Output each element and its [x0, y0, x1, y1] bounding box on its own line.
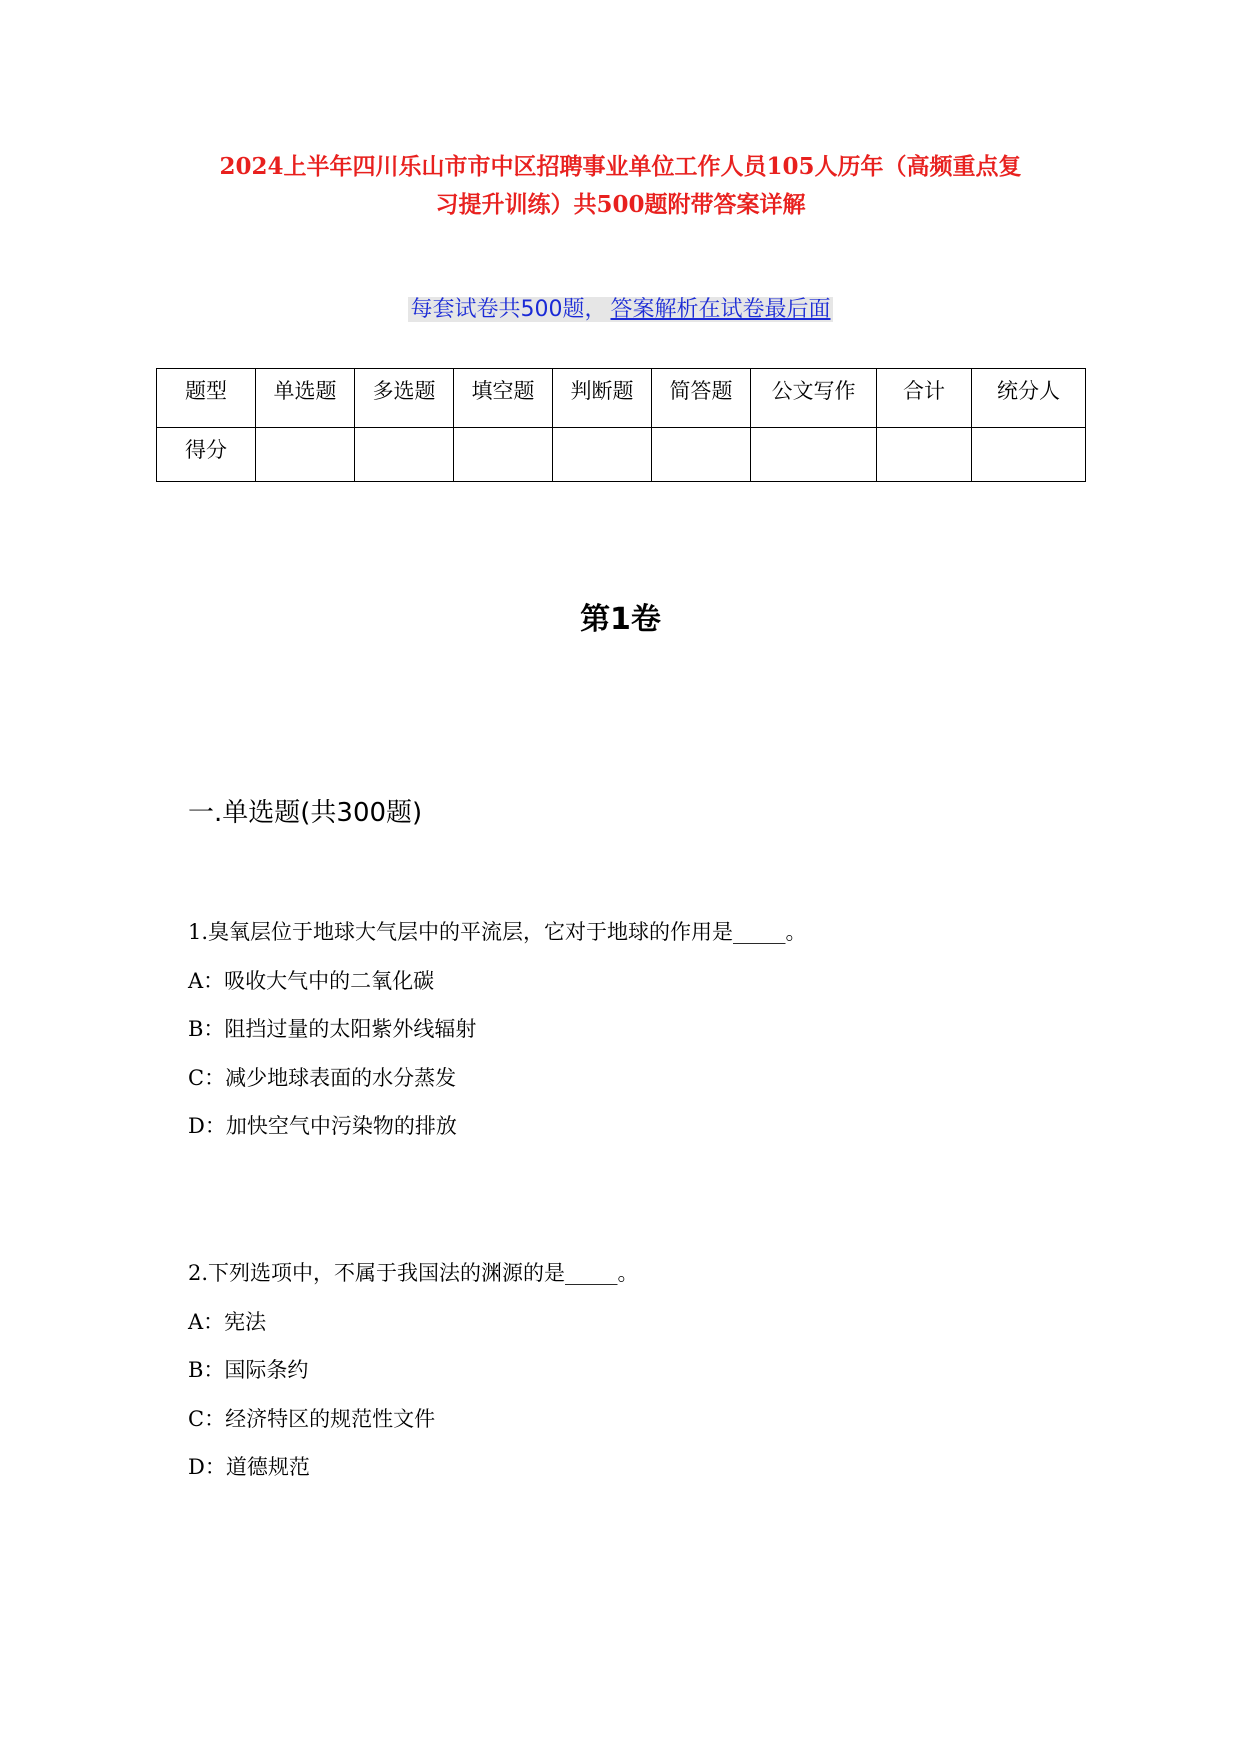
score-cell-scorer [972, 428, 1086, 482]
header-cell-true-false: 判断题 [553, 369, 652, 428]
question-option-b: B：阻挡过量的太阳紫外线辐射 [188, 1017, 477, 1041]
question-option-c: C：减少地球表面的水分蒸发 [188, 1065, 457, 1090]
question-1 [188, 908, 807, 1151]
header-cell-multi-choice: 多选题 [355, 369, 454, 428]
title-line-1: 2024上半年四川乐山市市中区招聘事业单位工作人员105人历年（高频重点复 [219, 153, 1022, 180]
exam-notice [0, 294, 1241, 326]
score-cell-fill-blank [454, 428, 553, 482]
question-option-d: D：加快空气中污染物的排放 [188, 1114, 457, 1138]
header-cell-type: 题型 [157, 369, 256, 428]
question-option-d: D：道德规范 [188, 1455, 310, 1479]
question-stem: 1.臭氧层位于地球大气层中的平流层，它对于地球的作用是_____。 [188, 920, 807, 944]
score-table [156, 368, 1086, 482]
score-cell-official-writing [751, 428, 877, 482]
table-header-row [157, 369, 1086, 428]
score-cell-multi-choice [355, 428, 454, 482]
notice-prefix: 每套试卷共500题， [410, 297, 607, 322]
table-score-row [157, 428, 1086, 482]
question-option-c: C：经济特区的规范性文件 [188, 1406, 436, 1431]
section-heading: 一.单选题(共300题) [188, 798, 423, 828]
question-option-b: B：国际条约 [188, 1358, 309, 1382]
header-cell-total: 合计 [877, 369, 972, 428]
question-option-a: A：宪法 [188, 1309, 267, 1334]
header-cell-official-writing: 公文写作 [751, 369, 877, 428]
notice-answer-link[interactable]: 答案解析在试卷最后面 [610, 297, 831, 322]
title-line-2: 习提升训练）共500题附带答案详解 [435, 191, 806, 218]
score-cell-true-false [553, 428, 652, 482]
volume-title: 第1卷 [580, 602, 661, 637]
document-title [150, 148, 1091, 224]
score-label-cell: 得分 [157, 428, 256, 482]
header-cell-short-answer: 简答题 [652, 369, 751, 428]
question-stem: 2.下列选项中，不属于我国法的渊源的是_____。 [188, 1261, 639, 1285]
score-cell-total [877, 428, 972, 482]
question-option-a: A：吸收大气中的二氧化碳 [188, 968, 435, 993]
score-cell-short-answer [652, 428, 751, 482]
header-cell-single-choice: 单选题 [256, 369, 355, 428]
header-cell-scorer: 统分人 [972, 369, 1086, 428]
score-cell-single-choice [256, 428, 355, 482]
question-2 [188, 1249, 639, 1492]
header-cell-fill-blank: 填空题 [454, 369, 553, 428]
